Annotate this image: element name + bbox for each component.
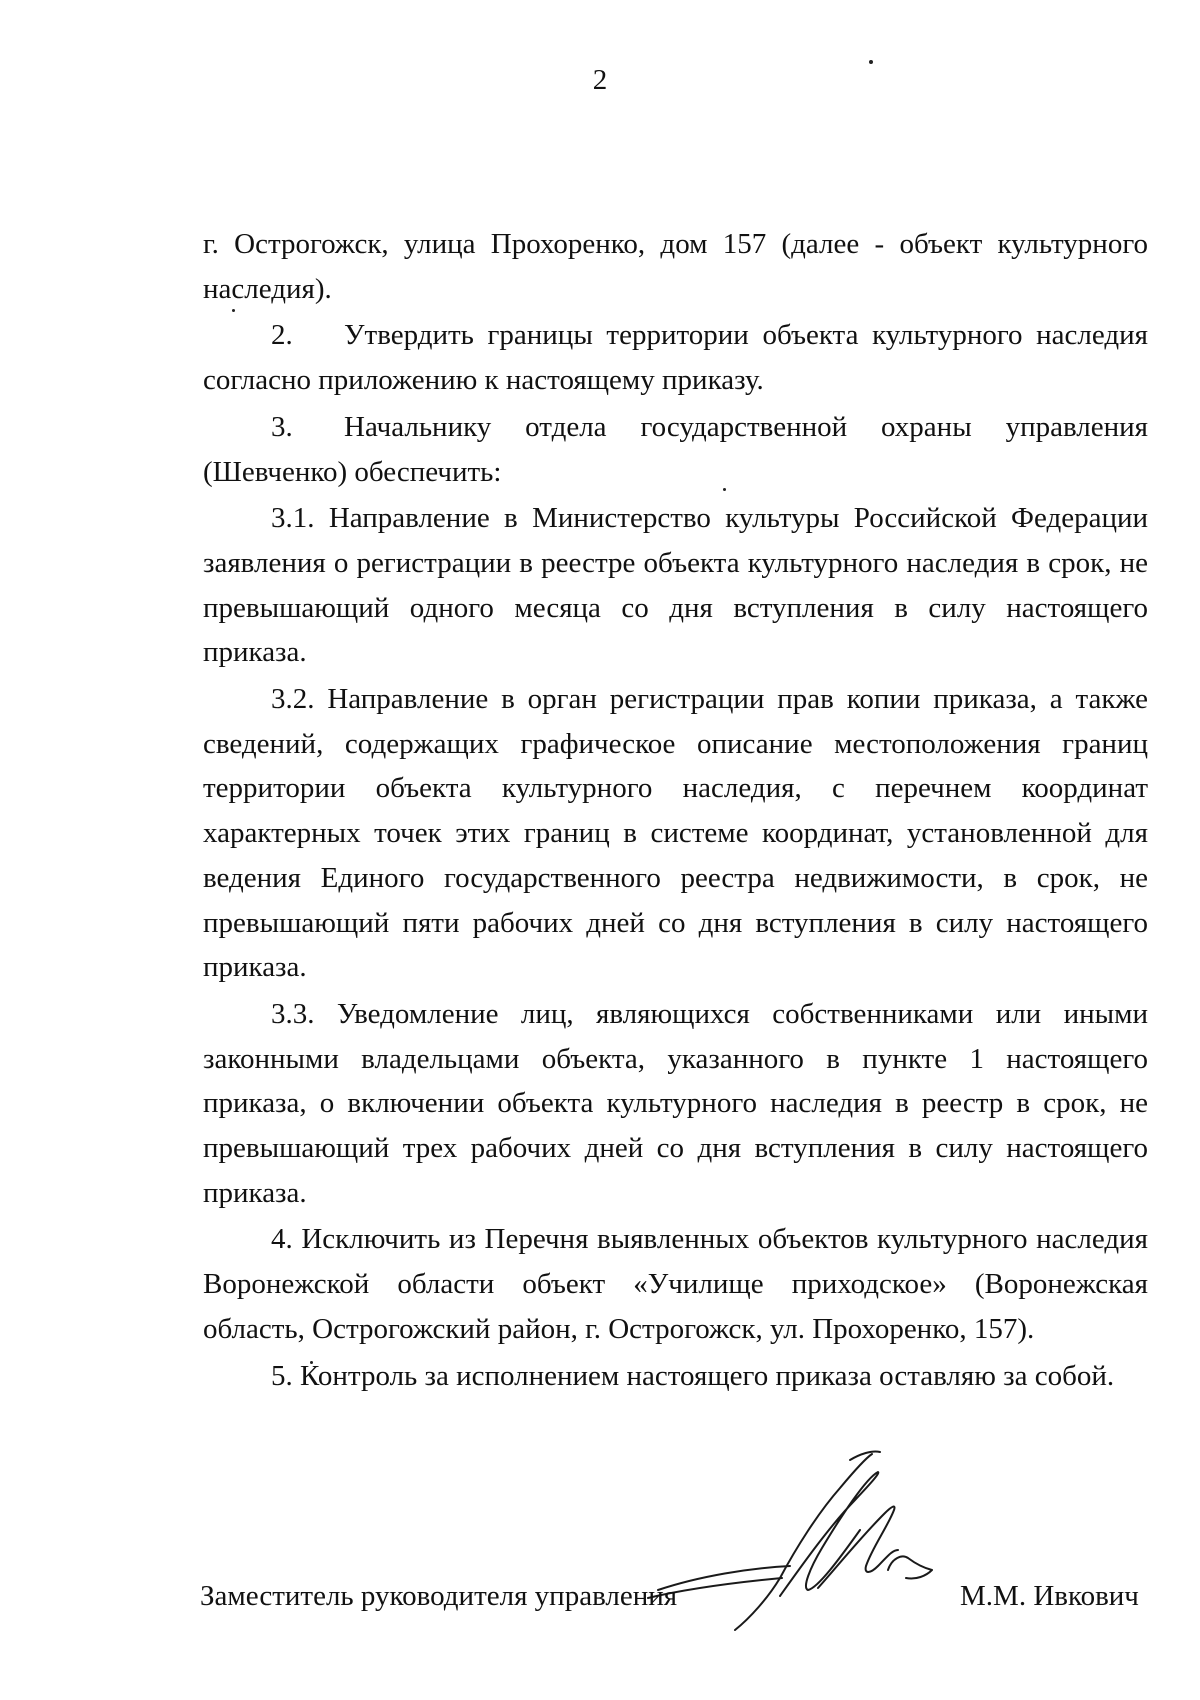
paragraph-item-5 xyxy=(203,1354,1148,1399)
signatory-name: М.М. Ивкович xyxy=(960,1580,1139,1612)
paragraph-text: 4. Исключить из Перечня выявленных объектов культурного наследия Воронежской области объект «Училище приходское» (Воронежская область, Острогожский район, г. Острогожск, ул. Прохоренко, 157). xyxy=(203,1223,1148,1345)
paragraph-item-3-2 xyxy=(203,677,1148,990)
document-body xyxy=(203,222,1148,1400)
paragraph-item-3 xyxy=(203,405,1148,494)
paragraph-text: 5. Контроль за исполнением настоящего приказа оставляю за собой. xyxy=(271,1359,1115,1392)
paragraph-item-3-1 xyxy=(203,496,1148,675)
paragraph-text: Начальнику отдела государственной охраны управления (Шевченко) обеспечить: xyxy=(203,410,1148,488)
page-number: 2 xyxy=(592,64,608,96)
paragraph-text: Утвердить границы территории объекта культурного наследия согласно приложению к настоящему приказу. xyxy=(203,319,1148,397)
signatory-title: Заместитель руководителя управления xyxy=(200,1580,678,1612)
paragraph-continuation xyxy=(203,222,1148,311)
paragraph-text: 3.1. Направление в Министерство культуры Российской Федерации заявления о регистрации в реестре объекта культурного наследия в срок, не превышающий одного месяца со дня вступления в силу настоящего приказа. xyxy=(203,502,1148,669)
paragraph-text: 3.3. Уведомление лиц, являющихся собственниками или иными законными владельцами объекта, указанного в пункте 1 настоящего приказа, о включении объекта культурного наследия в реестр в срок, не превышающий трех рабочих дней со дня вступления в силу настоящего приказа. xyxy=(203,997,1148,1209)
scan-speck xyxy=(869,60,873,64)
paragraph-item-4 xyxy=(203,1217,1148,1351)
paragraph-item-3-3 xyxy=(203,992,1148,1216)
signature-block xyxy=(200,1580,1150,1640)
paragraph-number: 3. xyxy=(271,410,293,443)
paragraph-text: 3.2. Направление в орган регистрации прав копии приказа, а также сведений, содержащих графическое описание местоположения границ территории объекта культурного наследия, с перечнем координат характерных точек этих границ в системе координат, установленной для ведения Единого государственного реестра недвижимости, в срок, не превышающий пяти рабочих дней со дня вступления в силу настоящего приказа. xyxy=(203,683,1148,984)
paragraph-text: г. Острогожск, улица Прохоренко, дом 157 (далее - объект культурного наследия). xyxy=(203,228,1148,305)
paragraph-item-2 xyxy=(203,313,1148,402)
paragraph-number: 2. xyxy=(271,319,293,352)
